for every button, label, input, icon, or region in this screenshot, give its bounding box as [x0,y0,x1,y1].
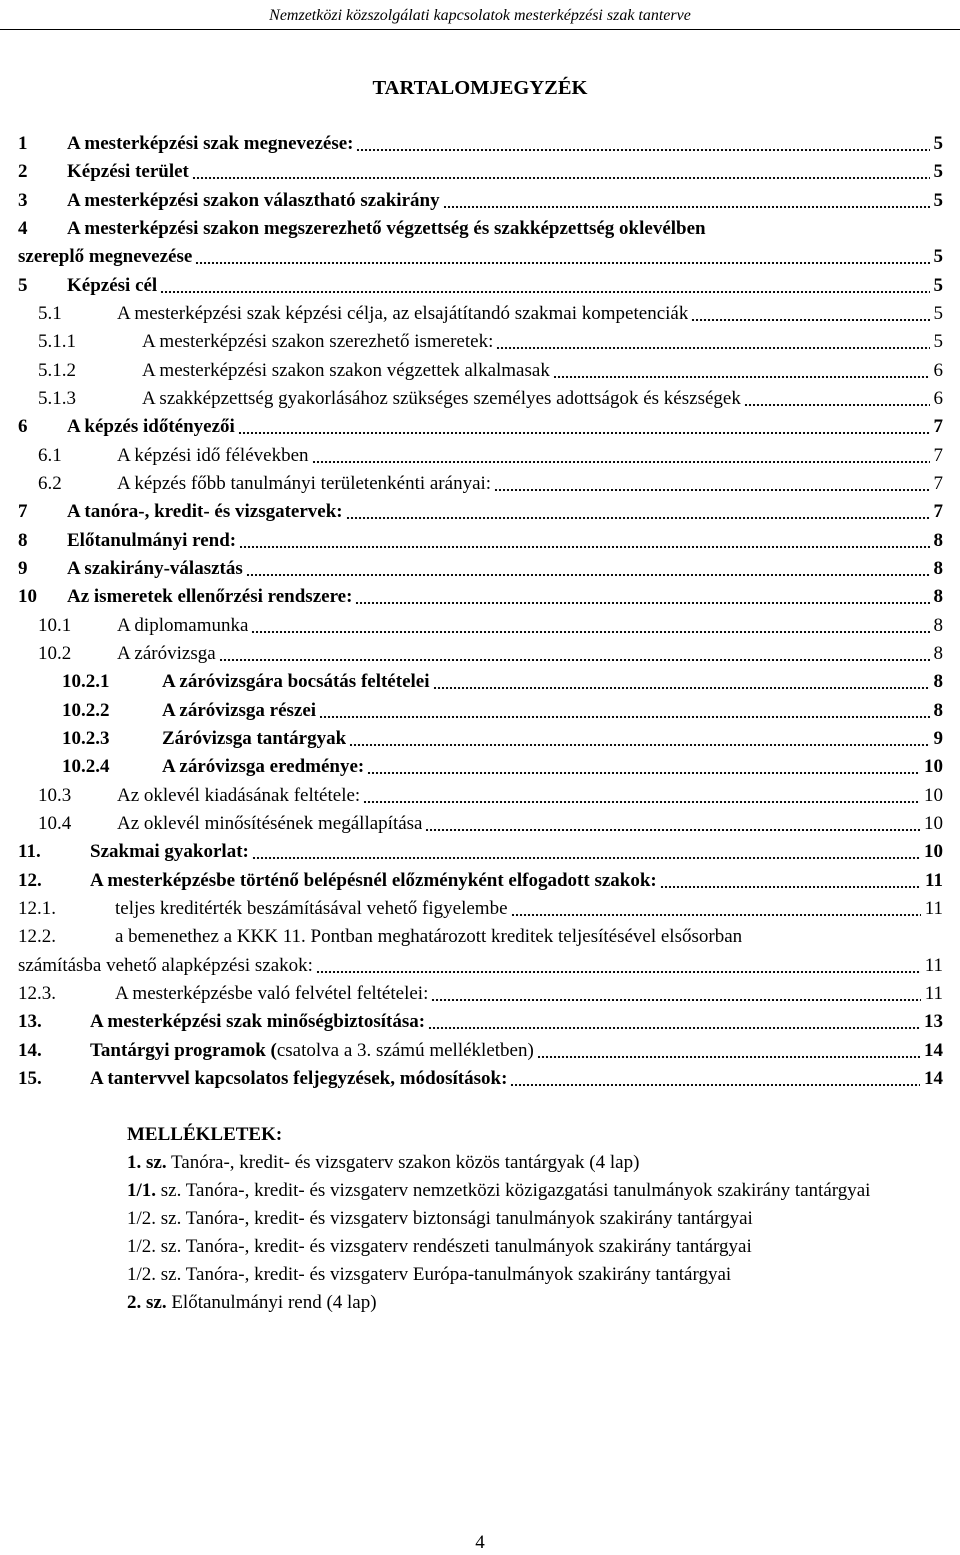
toc-entry-number: 12.1. [18,897,56,919]
toc-entry[interactable] [0,272,960,300]
toc-leader-dots [660,886,921,888]
toc-leader-dots [428,1027,920,1029]
toc-entry-title: Tantárgyi programok ( [90,1039,277,1061]
toc-entry-title: A tantervvel kapcsolatos feljegyzések, módosítások: [90,1067,508,1089]
toc-leader-dots [346,517,930,519]
annex-item [127,1233,947,1261]
toc-entry-page: 5 [933,246,943,268]
annex-list [127,1121,947,1317]
toc-entry-page: 8 [933,671,943,693]
toc-entry[interactable] [0,442,960,470]
annex-item-text: sz. Tanóra-, kredit- és vizsgaterv nemzetközi közigazgatási tanulmányok szakirány tantárgyai [160,1180,871,1201]
toc-entry-title: A képzés időtényezői [67,416,235,438]
toc-title: TARTALOMJEGYZÉK [372,77,588,99]
toc-entry-page: 5 [933,189,943,211]
toc-entry-number: 2 [18,161,28,183]
toc-leader-dots [349,744,929,746]
toc-entry-title: A mesterképzési szakon szerezhető ismeretek: [142,331,494,353]
toc-entry-title: A záróvizsga részei [162,699,317,721]
toc-entry[interactable] [0,697,960,725]
toc-entry-number: 6.2 [38,472,62,494]
toc-entry[interactable] [0,498,960,526]
toc-entry-title: A diplomamunka [117,614,249,636]
toc-entry-title: A mesterképzési szakon szakon végzettek alkalmasak [142,359,550,381]
toc-entry-number: 10.4 [38,812,72,834]
toc-entry-number: 10.2.2 [62,699,110,721]
toc-entry[interactable] [0,867,960,895]
toc-entry[interactable] [0,810,960,838]
toc-entry-number: 3 [18,189,28,211]
toc-entry-title: A tanóra-, kredit- és vizsgatervek: [67,501,343,523]
toc-entry-number: 5.1.1 [38,331,76,353]
toc-entry-title: A záróvizsgára bocsátás feltételei [162,671,430,693]
toc-entry-number: 5.1.2 [38,359,76,381]
toc-entry[interactable] [0,470,960,498]
toc-entry[interactable] [0,158,960,186]
toc-entry-page: 5 [933,161,943,183]
annex-item [127,1149,947,1177]
toc-leader-dots [744,404,930,406]
toc-entry-page: 10 [924,784,943,806]
toc-entry-title: Szakmai gyakorlat: [90,841,249,863]
toc-entry-page: 10 [924,756,943,778]
toc-leader-dots [160,291,929,293]
toc-entry-number: 1 [18,133,28,154]
toc-entry-title-cont: számításba vehető alapképzési szakok: [18,954,313,976]
toc-entry-number: 13. [18,1011,42,1033]
toc-entry-number: 6 [18,416,28,438]
toc-entry[interactable] [0,1008,960,1036]
toc-entry[interactable] [0,782,960,810]
toc-leader-dots [510,1084,920,1086]
toc-entry[interactable] [0,555,960,583]
toc-entry-page: 9 [933,727,943,749]
toc-entry-title: Előtanulmányi rend: [67,529,237,551]
toc-leader-dots [192,177,930,179]
toc-leader-dots [239,546,929,548]
annex-item-number: 2. sz. [127,1292,167,1313]
toc-entry[interactable] [0,1065,960,1093]
annex-item-text: sz. Tanóra-, kredit- és vizsgaterv biztonsági tanulmányok szakirány tantárgyai [160,1208,753,1229]
toc-leader-dots [691,319,929,321]
toc-entry-title: A záróvizsga [117,642,216,664]
toc-entry-number: 7 [18,501,28,523]
toc-leader-dots [431,999,920,1001]
toc-entry[interactable] [0,923,960,980]
annex-item-number: 1/2. [127,1236,157,1257]
toc-entry[interactable] [0,668,960,696]
toc-leader-dots [252,857,920,859]
toc-entry[interactable] [0,612,960,640]
toc-entry-title: A képzés főbb tanulmányi területenkénti arányai: [117,472,492,494]
toc-entry-page: 5 [933,133,943,154]
toc-entry-number: 11. [18,841,41,863]
toc-entry-number: 10.2.3 [62,727,110,749]
annex-item-number: 1/2. [127,1208,157,1229]
toc-entry[interactable] [0,357,960,385]
toc-entry-title: A képzési idő félévekben [117,444,309,466]
toc-entry-title: A mesterképzési szak minőségbiztosítása: [90,1011,426,1033]
toc-entry-number: 10.2.1 [62,671,110,693]
toc-entry-number: 12. [18,869,42,891]
toc-entry[interactable] [0,640,960,668]
toc-leader-dots [553,376,930,378]
toc-entry-page: 7 [933,501,943,523]
toc-leader-dots [219,659,930,661]
toc-entry-number: 10 [18,586,37,608]
toc-entry-number: 14. [18,1039,42,1061]
toc-entry-page: 14 [924,1039,943,1061]
toc-entry-page: 8 [933,699,943,721]
toc-entry-title-cont: szereplő megnevezése [18,246,193,268]
toc-leader-dots [511,914,921,916]
toc-leader-dots [425,829,920,831]
toc-entry-number: 10.2 [38,642,72,664]
toc-entry[interactable] [0,215,960,272]
toc-entry-page: 14 [924,1067,943,1089]
toc-entry-number: 12.2. [18,926,56,948]
toc-entry-page: 11 [925,869,943,891]
toc-entry-page: 7 [933,444,943,466]
toc-entry[interactable] [0,753,960,781]
annex-item-text: sz. Tanóra-, kredit- és vizsgaterv Európa-tanulmányok szakirány tantárgyai [160,1264,732,1285]
toc-entry[interactable] [0,895,960,923]
toc-entry-title: A záróvizsga eredménye: [162,756,365,778]
toc-entry[interactable] [0,1037,960,1065]
toc-entry-number: 5.1 [38,302,62,324]
toc-entry-title: A mesterképzési szak képzési célja, az elsajátítandó szakmai kompetenciák [117,302,689,324]
toc-entry-number: 5.1.3 [38,387,76,409]
toc-entry-title-note: csatolva a 3. számú mellékletben) [276,1039,534,1061]
annex-item [127,1205,947,1233]
toc-entry[interactable] [0,187,960,215]
toc-leader-dots [355,602,929,604]
toc-entry-page: 5 [933,302,943,324]
toc-entry-page: 8 [933,642,943,664]
toc-entry-page: 8 [933,614,943,636]
page-number: 4 [475,1532,485,1553]
toc-leader-dots [312,461,930,463]
toc-entry-page: 11 [924,982,943,1004]
toc-entry-page: 8 [933,529,943,551]
toc-entry-title: Az oklevél minősítésének megállapítása [117,812,423,834]
toc-entry-page: 5 [933,274,943,296]
header-rule [0,29,960,30]
toc-leader-dots [251,631,929,633]
toc-entry[interactable] [0,583,960,611]
toc-leader-dots [433,687,930,689]
toc-leader-dots [363,801,920,803]
toc-entry-title: A mesterképzési szakon választható szakirány [67,189,440,211]
toc-entry-page: 10 [924,841,943,863]
toc-entry[interactable] [0,328,960,356]
toc-entry-number: 12.3. [18,982,56,1004]
toc-entry-page: 8 [933,557,943,579]
toc-entry-title: A mesterképzési szakon megszerezhető végzettség és szakképzettség oklevélben [67,217,706,239]
toc-entry[interactable] [0,300,960,328]
toc-entry-page: 7 [933,416,943,438]
toc-leader-dots [246,574,930,576]
annex-item-text: Tanóra-, kredit- és vizsgaterv szakon közös tantárgyak (4 lap) [171,1152,640,1173]
toc-entry-page: 6 [933,359,943,381]
toc-entry-page: 11 [924,897,943,919]
toc-entry-title: A mesterképzési szak megnevezése: [67,133,354,154]
toc-entry-title: Képzési terület [67,161,189,183]
toc-entry-number: 9 [18,557,28,579]
annex-item [127,1177,947,1205]
toc-entry-title: A szakirány-választás [67,557,243,579]
toc-entry-title: Képzési cél [67,274,158,296]
toc-leader-dots [496,347,929,349]
toc-entry-title: Az ismeretek ellenőrzési rendszere: [67,586,353,608]
toc-entry-page: 8 [933,586,943,608]
annex-item-number: 1. sz. [127,1152,167,1173]
toc-entry-title: a bemenethez a KKK 11. Pontban meghatározott kreditek teljesítésével elsősorban [115,926,743,948]
toc-entry-number: 5 [18,274,28,296]
toc-entry-title: Záróvizsga tantárgyak [162,727,347,749]
annex-item-text: sz. Tanóra-, kredit- és vizsgaterv rendészeti tanulmányok szakirány tantárgyai [160,1236,752,1257]
annex-item [127,1289,947,1317]
toc-entry-number: 10.2.4 [62,756,110,778]
toc-leader-dots [356,149,929,151]
toc-entry[interactable] [0,838,960,866]
toc-entry-page: 5 [933,331,943,353]
toc-entry-number: 8 [18,529,28,551]
toc-entry[interactable] [0,130,960,158]
annex-item-text: Előtanulmányi rend (4 lap) [171,1292,377,1313]
running-header: Nemzetközi közszolgálati kapcsolatok mesterképzési szak tanterve [269,7,691,24]
toc-entry-title: A szakképzettség gyakorlásához szükséges személyes adottságok és készségek [142,387,741,409]
toc-entry-page: 13 [924,1011,943,1033]
toc-entry-title: Az oklevél kiadásának feltétele: [117,784,361,806]
toc-leader-dots [195,262,929,264]
annex-item [127,1261,947,1289]
toc-entry[interactable] [0,385,960,413]
annex-item-number: 1/2. [127,1264,157,1285]
toc-entry-page: 6 [933,387,943,409]
toc-leader-dots [316,971,921,973]
toc-entry-number: 10.3 [38,784,72,806]
toc-entry-page: 10 [924,812,943,834]
toc-entry[interactable] [0,725,960,753]
toc-entry[interactable] [0,980,960,1008]
toc-entry-page: 11 [924,954,943,976]
toc-leader-dots [537,1056,920,1058]
toc-entry-number: 10.1 [38,614,72,636]
toc-entry-number: 4 [18,217,28,239]
toc-leader-dots [238,432,930,434]
toc-leader-dots [367,772,920,774]
toc-entry[interactable] [0,413,960,441]
toc-entry-title: A mesterképzésbe való felvétel feltételei: [115,982,429,1004]
toc-leader-dots [494,489,929,491]
toc-entry-title: teljes kreditérték beszámításával vehető figyelembe [115,897,508,919]
toc-leader-dots [443,206,930,208]
toc-entry-title: A mesterképzésbe történő belépésnél előzményként elfogadott szakok: [90,869,657,891]
annex-item-number: 1/1. [127,1180,157,1201]
toc-entry-number: 15. [18,1067,42,1089]
toc-leader-dots [319,716,929,718]
toc-entry-number: 6.1 [38,444,62,466]
table-of-contents [0,130,960,1093]
toc-entry[interactable] [0,527,960,555]
toc-entry-page: 7 [933,472,943,494]
annex-title: MELLÉKLETEK: [127,1124,283,1145]
